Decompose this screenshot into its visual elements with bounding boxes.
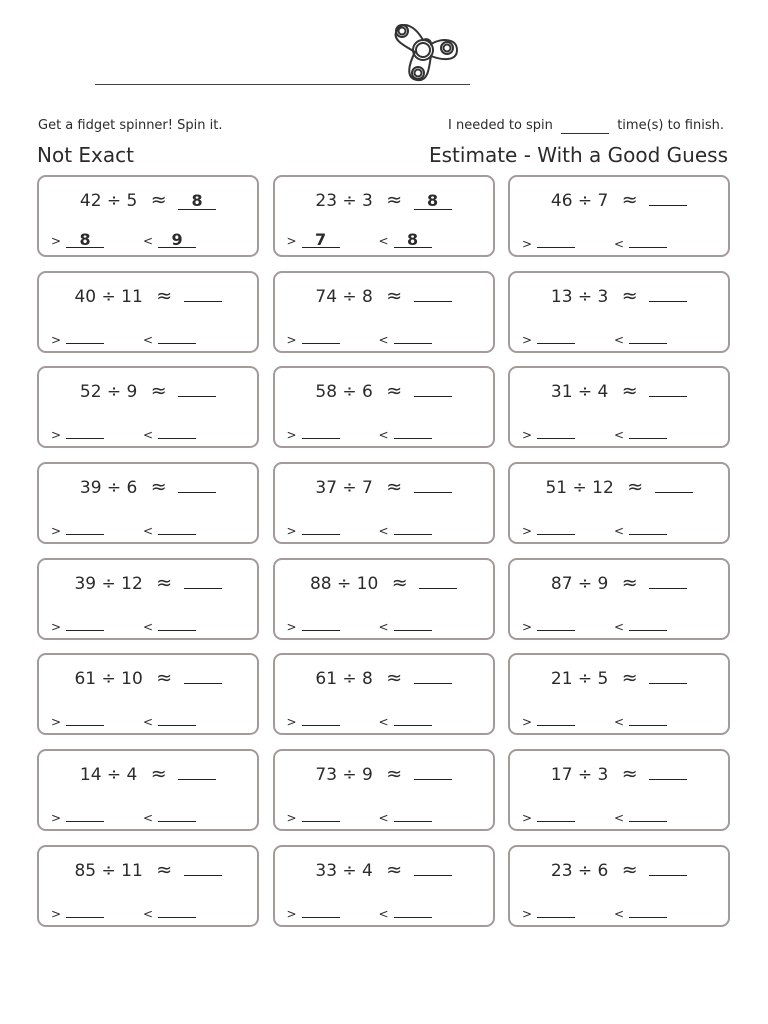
greater-than-blank[interactable] — [66, 807, 104, 822]
less-than-blank[interactable] — [158, 616, 196, 631]
greater-than-symbol: > — [286, 428, 297, 443]
greater-than-blank[interactable] — [537, 329, 575, 344]
division-expression: 14 ÷ 4 — [79, 765, 138, 786]
approx-symbol: ≈ — [156, 667, 173, 690]
less-than-group — [143, 807, 196, 825]
less-than-blank[interactable] — [629, 520, 667, 535]
problem-card — [37, 558, 259, 640]
problem-line — [275, 189, 493, 211]
less-than-group — [379, 616, 432, 634]
less-than-group — [379, 329, 432, 347]
problem-card — [273, 653, 495, 735]
estimate-answer-blank[interactable] — [649, 380, 687, 397]
less-than-group — [143, 230, 196, 249]
problem-card — [37, 366, 259, 448]
division-expression: 33 ÷ 4 — [315, 860, 373, 881]
greater-than-blank[interactable] — [537, 520, 575, 535]
division-expression: 23 ÷ 3 — [315, 191, 373, 211]
less-than-blank[interactable] — [394, 903, 432, 918]
problem-line — [39, 476, 257, 498]
greater-than-blank[interactable] — [302, 424, 340, 439]
approx-symbol: ≈ — [621, 284, 638, 307]
less-than-group — [614, 807, 667, 825]
less-than-group — [614, 329, 667, 347]
greater-than-blank[interactable] — [537, 903, 575, 918]
estimate-answer-blank[interactable] — [414, 476, 452, 493]
greater-than-blank[interactable] — [537, 807, 575, 822]
less-than-blank[interactable] — [629, 807, 667, 822]
approx-symbol: ≈ — [156, 284, 173, 307]
less-than-group — [143, 616, 196, 634]
greater-than-blank[interactable] — [302, 520, 340, 535]
greater-than-group — [522, 520, 575, 538]
problem-line — [275, 476, 493, 498]
less-than-blank[interactable] — [394, 616, 432, 631]
less-than-symbol: < — [143, 619, 154, 634]
greater-than-symbol: > — [286, 619, 297, 634]
less-than-blank[interactable] — [158, 329, 196, 344]
approx-symbol: ≈ — [386, 284, 403, 307]
less-than-group — [143, 520, 196, 538]
greater-than-blank[interactable] — [66, 329, 104, 344]
greater-than-group — [522, 903, 575, 921]
approx-symbol: ≈ — [386, 763, 403, 786]
problem-line — [275, 667, 493, 689]
division-expression: 61 ÷ 8 — [315, 669, 373, 690]
approx-symbol: ≈ — [386, 667, 403, 690]
greater-than-symbol: > — [51, 332, 62, 347]
division-expression: 73 ÷ 9 — [315, 765, 373, 786]
less-than-symbol: < — [614, 332, 625, 347]
less-than-group — [379, 807, 432, 825]
approx-symbol: ≈ — [150, 380, 167, 403]
greater-than-blank[interactable]: 7 — [302, 233, 340, 248]
estimate-answer-blank[interactable] — [649, 572, 687, 589]
problem-card — [508, 462, 730, 544]
problem-line — [275, 285, 493, 307]
problem-card — [508, 175, 730, 257]
division-expression: 13 ÷ 3 — [550, 286, 609, 307]
division-expression: 39 ÷ 6 — [79, 478, 138, 499]
problem-card — [273, 845, 495, 927]
less-than-group — [379, 711, 432, 729]
greater-than-symbol: > — [51, 234, 62, 248]
less-than-blank[interactable] — [394, 520, 432, 535]
less-than-blank[interactable] — [629, 616, 667, 631]
less-than-blank[interactable] — [629, 903, 667, 918]
estimate-answer-blank[interactable] — [184, 572, 222, 589]
greater-than-symbol: > — [522, 619, 533, 634]
greater-than-blank[interactable] — [302, 903, 340, 918]
estimate-answer-blank[interactable] — [178, 380, 216, 397]
less-than-symbol: < — [143, 234, 154, 248]
problem-line — [510, 380, 728, 402]
less-than-symbol: < — [378, 811, 389, 826]
greater-than-group — [287, 616, 340, 634]
problem-card — [37, 653, 259, 735]
less-than-blank[interactable] — [629, 711, 667, 726]
problem-line — [510, 285, 728, 307]
greater-than-blank[interactable] — [537, 711, 575, 726]
division-expression: 74 ÷ 8 — [315, 286, 373, 307]
estimate-answer-blank[interactable] — [414, 859, 452, 876]
less-than-blank[interactable]: 9 — [158, 233, 196, 248]
estimate-answer-blank[interactable] — [184, 285, 222, 302]
problem-line — [275, 572, 493, 594]
problem-line — [275, 763, 493, 785]
division-expression: 85 ÷ 11 — [74, 860, 143, 881]
approx-symbol: ≈ — [621, 667, 638, 690]
greater-than-symbol: > — [51, 524, 62, 539]
problem-card — [273, 175, 495, 257]
division-expression: 61 ÷ 10 — [74, 669, 143, 690]
problem-line — [510, 859, 728, 881]
problem-line — [510, 763, 728, 785]
less-than-group — [614, 711, 667, 729]
less-than-symbol: < — [614, 906, 625, 921]
greater-than-group — [287, 424, 340, 442]
approx-symbol: ≈ — [150, 476, 167, 499]
greater-than-symbol: > — [51, 619, 62, 634]
less-than-symbol: < — [143, 906, 154, 921]
greater-than-group — [522, 233, 575, 251]
approx-symbol: ≈ — [621, 763, 638, 786]
less-than-symbol: < — [614, 524, 625, 539]
problem-line — [510, 476, 728, 498]
less-than-blank[interactable] — [394, 711, 432, 726]
approx-symbol: ≈ — [621, 858, 638, 881]
greater-than-blank[interactable] — [66, 424, 104, 439]
greater-than-symbol: > — [51, 811, 62, 826]
greater-than-blank[interactable] — [66, 520, 104, 535]
division-expression: 37 ÷ 7 — [315, 478, 373, 499]
approx-symbol: ≈ — [391, 571, 408, 594]
greater-than-symbol: > — [522, 906, 533, 921]
less-than-blank[interactable] — [629, 424, 667, 439]
estimate-answer-blank[interactable] — [184, 859, 222, 876]
estimate-answer-blank[interactable]: 8 — [414, 193, 452, 210]
greater-than-blank[interactable] — [66, 711, 104, 726]
less-than-group — [378, 230, 432, 249]
greater-than-group — [51, 230, 104, 249]
greater-than-symbol: > — [522, 237, 533, 251]
less-than-symbol: < — [143, 715, 154, 730]
problem-card — [37, 749, 259, 831]
approx-symbol: ≈ — [627, 476, 644, 499]
estimate-answer-blank[interactable] — [649, 667, 687, 684]
less-than-blank[interactable]: 8 — [394, 233, 432, 248]
name-line[interactable] — [95, 84, 470, 85]
less-than-symbol: < — [378, 428, 389, 443]
problem-line — [39, 859, 257, 881]
greater-than-blank[interactable]: 8 — [66, 233, 104, 248]
greater-than-symbol: > — [522, 428, 533, 443]
instruction-right-pre: I needed to spin — [448, 118, 553, 133]
greater-than-blank[interactable] — [302, 711, 340, 726]
problem-card — [508, 366, 730, 448]
less-than-group — [379, 424, 432, 442]
problem-card — [37, 845, 259, 927]
division-expression: 17 ÷ 3 — [550, 765, 609, 786]
less-than-symbol: < — [614, 428, 625, 443]
less-than-group — [143, 711, 196, 729]
approx-symbol: ≈ — [621, 571, 638, 594]
approx-symbol: ≈ — [386, 476, 403, 499]
greater-than-blank[interactable] — [302, 616, 340, 631]
instruction-right-post: time(s) to finish. — [617, 118, 724, 133]
less-than-symbol: < — [378, 332, 389, 347]
less-than-symbol: < — [378, 906, 389, 921]
greater-than-symbol: > — [286, 715, 297, 730]
problem-card — [273, 271, 495, 353]
division-expression: 21 ÷ 5 — [550, 669, 609, 690]
greater-than-group — [287, 807, 340, 825]
greater-than-group — [287, 903, 340, 921]
less-than-symbol: < — [378, 234, 389, 248]
less-than-symbol: < — [143, 811, 154, 826]
division-expression: 52 ÷ 9 — [79, 382, 138, 403]
estimate-answer-blank[interactable] — [649, 859, 687, 876]
less-than-blank[interactable] — [394, 807, 432, 822]
problem-card — [508, 558, 730, 640]
greater-than-symbol: > — [286, 332, 297, 347]
greater-than-group — [522, 807, 575, 825]
less-than-symbol: < — [614, 237, 625, 251]
less-than-blank[interactable] — [158, 903, 196, 918]
less-than-blank[interactable] — [629, 329, 667, 344]
problem-card — [273, 462, 495, 544]
division-expression: 23 ÷ 6 — [550, 860, 609, 881]
estimate-answer-blank[interactable] — [184, 667, 222, 684]
spin-count-blank[interactable] — [561, 118, 609, 134]
less-than-group — [614, 616, 667, 634]
greater-than-group — [51, 711, 104, 729]
problem-line — [39, 763, 257, 785]
less-than-group — [614, 424, 667, 442]
division-expression: 46 ÷ 7 — [550, 191, 609, 211]
less-than-group — [614, 233, 667, 251]
instruction-left: Get a fidget spinner! Spin it. — [38, 118, 223, 133]
approx-symbol: ≈ — [150, 189, 167, 211]
problem-card — [508, 845, 730, 927]
problem-card — [273, 366, 495, 448]
less-than-symbol: < — [378, 524, 389, 539]
greater-than-group — [287, 329, 340, 347]
estimate-answer-blank[interactable] — [414, 285, 452, 302]
less-than-group — [614, 903, 667, 921]
approx-symbol: ≈ — [621, 380, 638, 403]
problem-line — [39, 189, 257, 211]
approx-symbol: ≈ — [150, 763, 167, 786]
estimate-answer-blank[interactable] — [649, 763, 687, 780]
problem-line — [275, 859, 493, 881]
title-right: Estimate - With a Good Guess — [429, 143, 728, 167]
estimate-answer-blank[interactable] — [178, 763, 216, 780]
problem-line — [39, 285, 257, 307]
less-than-blank[interactable] — [394, 424, 432, 439]
greater-than-group — [51, 807, 104, 825]
greater-than-blank[interactable] — [66, 616, 104, 631]
problem-line — [275, 380, 493, 402]
less-than-symbol: < — [143, 524, 154, 539]
division-expression: 87 ÷ 9 — [550, 573, 609, 594]
greater-than-symbol: > — [522, 811, 533, 826]
less-than-symbol: < — [378, 715, 389, 730]
fidget-spinner-icon — [385, 16, 461, 86]
greater-than-blank[interactable] — [302, 807, 340, 822]
approx-symbol: ≈ — [156, 571, 173, 594]
greater-than-group — [51, 903, 104, 921]
estimate-answer-blank[interactable] — [655, 476, 693, 493]
problem-line — [39, 572, 257, 594]
greater-than-symbol: > — [51, 715, 62, 730]
greater-than-symbol: > — [286, 811, 297, 826]
estimate-answer-blank[interactable] — [649, 285, 687, 302]
division-expression: 88 ÷ 10 — [309, 573, 379, 594]
greater-than-blank[interactable] — [537, 233, 575, 248]
estimate-answer-blank[interactable] — [178, 476, 216, 493]
less-than-blank[interactable] — [158, 711, 196, 726]
approx-symbol: ≈ — [386, 380, 403, 403]
greater-than-group — [51, 329, 104, 347]
estimate-answer-blank[interactable] — [414, 667, 452, 684]
approx-symbol: ≈ — [621, 189, 638, 211]
less-than-blank[interactable] — [158, 807, 196, 822]
division-expression: 31 ÷ 4 — [550, 382, 609, 403]
greater-than-blank[interactable] — [537, 424, 575, 439]
less-than-group — [143, 424, 196, 442]
approx-symbol: ≈ — [386, 858, 403, 881]
problem-card — [508, 749, 730, 831]
greater-than-group — [51, 616, 104, 634]
greater-than-group — [287, 520, 340, 538]
less-than-symbol: < — [143, 428, 154, 443]
greater-than-symbol: > — [286, 906, 297, 921]
less-than-blank[interactable] — [629, 233, 667, 248]
division-expression: 42 ÷ 5 — [79, 191, 138, 211]
greater-than-blank[interactable] — [66, 903, 104, 918]
less-than-symbol: < — [614, 715, 625, 730]
approx-symbol: ≈ — [386, 189, 403, 211]
greater-than-group — [522, 616, 575, 634]
problem-line — [510, 189, 728, 211]
greater-than-symbol: > — [522, 524, 533, 539]
problem-grid — [37, 175, 730, 927]
greater-than-symbol: > — [286, 524, 297, 539]
problem-card — [37, 271, 259, 353]
greater-than-group — [51, 520, 104, 538]
title-left: Not Exact — [37, 143, 134, 167]
greater-than-group — [522, 711, 575, 729]
problem-line — [510, 667, 728, 689]
greater-than-group — [51, 424, 104, 442]
greater-than-group — [287, 711, 340, 729]
approx-symbol: ≈ — [156, 858, 173, 881]
greater-than-symbol: > — [51, 428, 62, 443]
less-than-symbol: < — [378, 619, 389, 634]
problem-card — [508, 653, 730, 735]
estimate-answer-blank[interactable] — [419, 572, 457, 589]
division-expression: 58 ÷ 6 — [315, 382, 373, 403]
problem-line — [510, 572, 728, 594]
problem-card — [273, 558, 495, 640]
less-than-group — [379, 520, 432, 538]
greater-than-group — [286, 230, 340, 249]
greater-than-symbol: > — [286, 234, 297, 248]
less-than-group — [143, 903, 196, 921]
less-than-symbol: < — [143, 332, 154, 347]
estimate-answer-blank[interactable] — [649, 189, 687, 206]
division-expression: 39 ÷ 12 — [74, 573, 143, 594]
problem-card — [37, 175, 259, 257]
less-than-group — [614, 520, 667, 538]
less-than-symbol: < — [614, 619, 625, 634]
greater-than-blank[interactable] — [537, 616, 575, 631]
problem-line — [39, 380, 257, 402]
less-than-blank[interactable] — [158, 520, 196, 535]
instruction-right — [448, 118, 724, 134]
greater-than-symbol: > — [522, 332, 533, 347]
division-expression: 40 ÷ 11 — [74, 286, 143, 307]
greater-than-blank[interactable] — [302, 329, 340, 344]
problem-card — [508, 271, 730, 353]
greater-than-group — [522, 329, 575, 347]
less-than-blank[interactable] — [158, 424, 196, 439]
less-than-group — [143, 329, 196, 347]
estimate-answer-blank[interactable]: 8 — [178, 193, 216, 210]
problem-card — [37, 462, 259, 544]
problem-line — [39, 667, 257, 689]
estimate-answer-blank[interactable] — [414, 380, 452, 397]
greater-than-symbol: > — [522, 715, 533, 730]
estimate-answer-blank[interactable] — [414, 763, 452, 780]
less-than-symbol: < — [614, 811, 625, 826]
greater-than-group — [522, 424, 575, 442]
less-than-group — [379, 903, 432, 921]
greater-than-symbol: > — [51, 906, 62, 921]
division-expression: 51 ÷ 12 — [545, 478, 614, 499]
less-than-blank[interactable] — [394, 329, 432, 344]
problem-card — [273, 749, 495, 831]
